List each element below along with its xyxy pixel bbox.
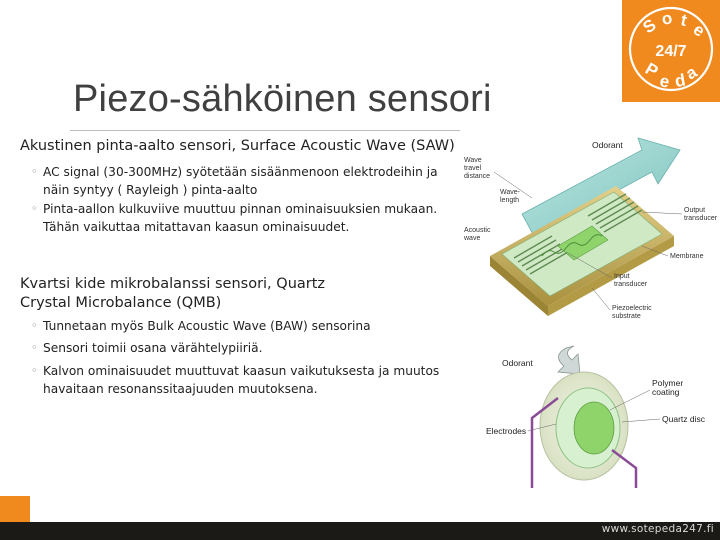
qmb-label-quartz: Quartz disc [662,414,705,424]
saw-heading: Akustinen pinta-aalto sensori, Surface Acoustic Wave (SAW) [20,138,455,154]
saw-label-wtd-3: distance [464,173,491,180]
bullet-marker: ◦ [31,165,38,178]
saw-label-wtd-1: Wave [464,157,482,164]
saw-label-wavelength-1: Wave- [500,189,520,196]
qmb-bullet-2-text: Sensori toimii osana värähtelypiiriä. [43,341,263,355]
saw-bullet-2 [31,200,461,236]
saw-odorant-label: Odorant [592,140,623,150]
bullet-marker: ◦ [31,364,38,377]
logo-letter-a: a [682,62,701,84]
qmb-bullet-2 [31,339,461,357]
footer-url: www.sotepeda247.fi [601,523,714,535]
qmb-label-polymer-2: coating [652,387,680,397]
logo-letter-p: P [642,59,662,82]
qmb-bullet-1 [31,317,461,335]
saw-bullet-1-text: AC signal (30-300MHz) syötetään sisäänmenoon elektrodeihin ja näin syntyy ( Rayleigh ) pinta-aalto [43,165,438,197]
title-divider [70,130,460,131]
qmb-heading: Kvartsi kide mikrobalanssi sensori, Quartz Crystal Microbalance (QMB) [20,276,326,311]
saw-label-output-2: transducer [684,215,718,222]
saw-label-membrane: Membrane [670,253,704,260]
slide-title: Piezo-sähköinen sensori [73,78,492,120]
logo-letter-e2: e [658,71,671,92]
logo-letter-e: e [689,19,709,41]
logo-letter-o: o [659,8,674,29]
sensor-diagrams [462,128,720,498]
logo-letter-t: t [679,10,689,31]
saw-sensor-illustration [463,138,718,320]
qmb-sensor-illustration [486,346,706,488]
saw-label-acoustic-2: wave [464,235,481,242]
qmb-label-polymer-1: Polymer [652,378,684,388]
saw-label-input-1: Input [614,273,630,280]
saw-label-output-1: Output [684,207,706,214]
bullet-marker: ◦ [31,341,38,354]
qmb-bullet-1-text: Tunnetaan myös Bulk Acoustic Wave (BAW) sensorina [43,319,371,333]
qmb-bullet-3 [31,362,461,398]
logo-letter-s: S [639,15,660,38]
saw-bullet-2-text: Pinta-aallon kulkuviive muuttuu pinnan ominaisuuksien mukaan. Tähän vaikuttaa mitattavan kaasun ominaisuudet. [43,202,438,234]
bullet-marker: ◦ [31,319,38,332]
bullet-marker: ◦ [31,202,38,215]
saw-label-substrate-2: substrate [612,313,641,320]
saw-label-substrate-1: Piezoelectric [612,305,652,312]
logo-letter-d: d [673,70,687,91]
logo-center: 24/7 [655,43,687,60]
saw-label-wtd-2: travel [464,165,482,172]
saw-label-wavelength-2: length [500,197,520,204]
saw-label-acoustic-1: Acoustic [464,227,491,234]
polymer-coating [574,402,614,454]
sotepeda-logo [622,0,720,102]
qmb-bullet-3-text: Kalvon ominaisuudet muuttuvat kaasun vaikutuksesta ja muutos havaitaan resonanssitaajuuden muutoksena. [43,364,440,396]
qmb-odorant-label: Odorant [502,358,533,368]
saw-bullet-1 [31,163,461,199]
saw-label-input-2: transducer [614,281,648,288]
qmb-odorant-arrow [558,346,580,374]
qmb-label-electrodes: Electrodes [486,426,527,436]
